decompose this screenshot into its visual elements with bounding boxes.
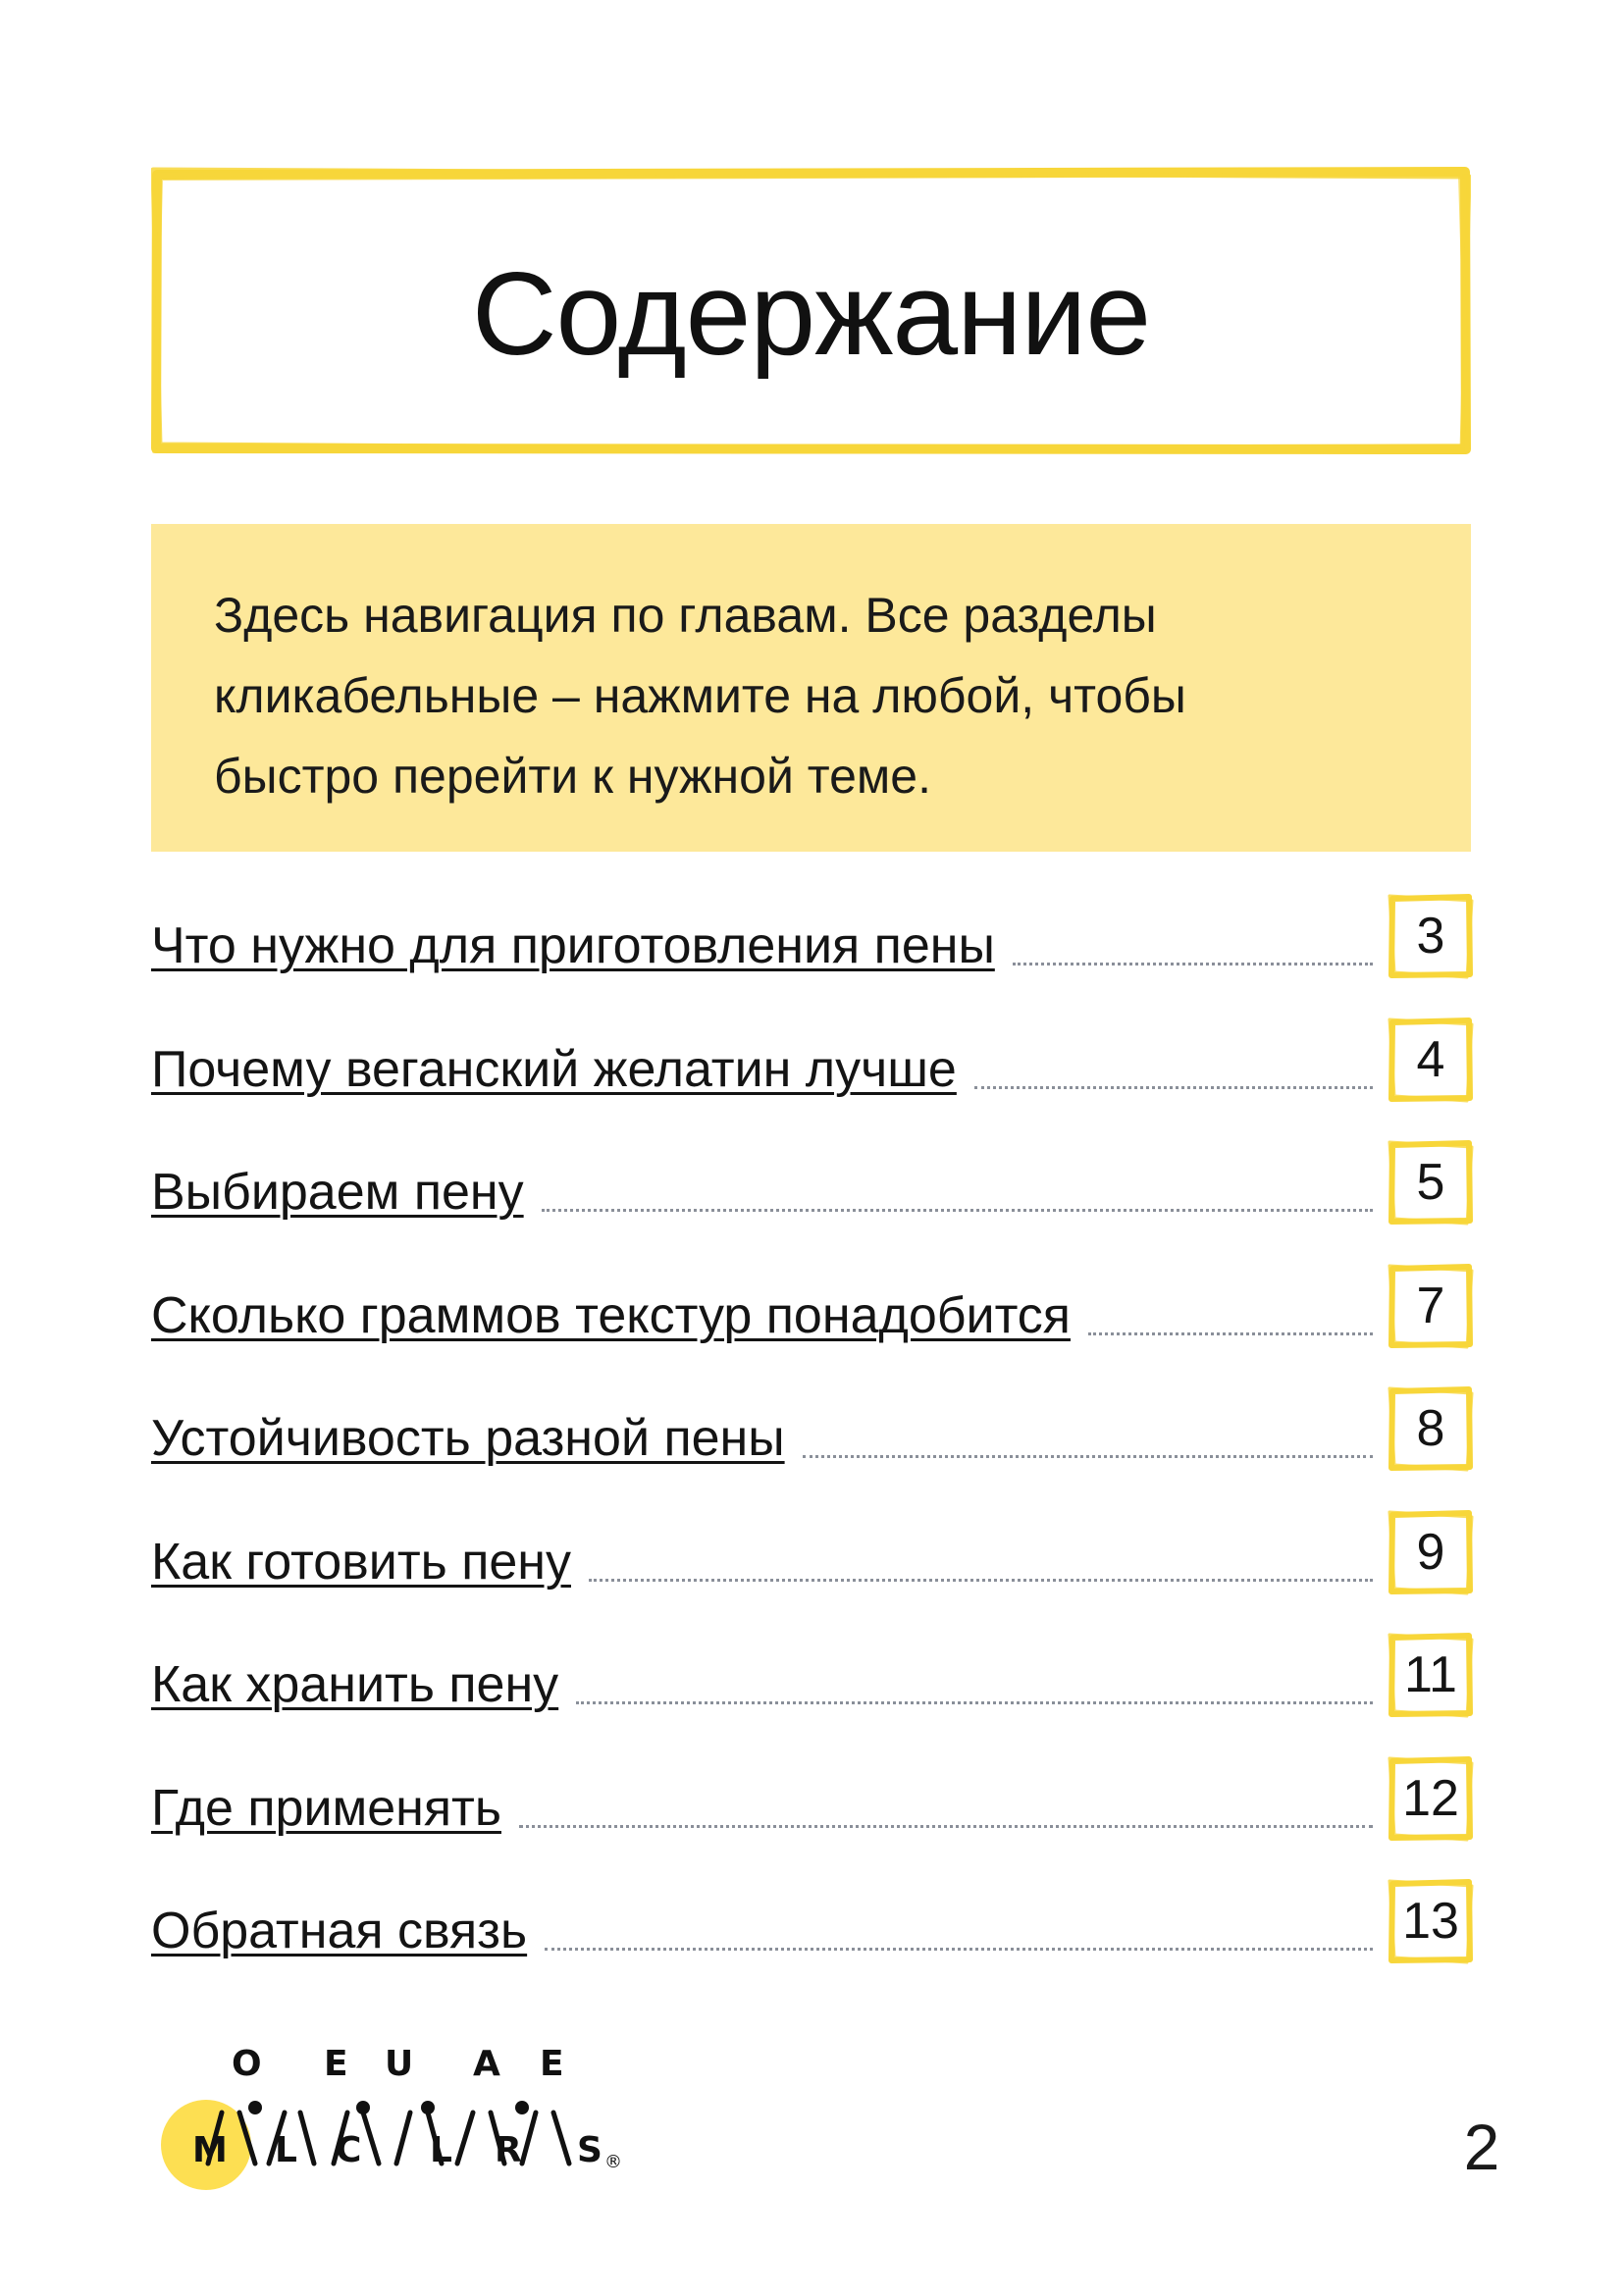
toc-dot-leader — [542, 1209, 1373, 1212]
toc-dot-leader — [589, 1579, 1373, 1582]
toc-dot-leader — [803, 1455, 1373, 1458]
table-of-contents — [151, 888, 1471, 1997]
intro-line: Здесь навигация по главам. Все разделы — [214, 588, 1157, 643]
toc-link[interactable]: Устойчивость разной пены — [151, 1410, 785, 1467]
title-box — [151, 167, 1471, 454]
logo-letter: R — [495, 2130, 522, 2170]
logo-letter: S — [577, 2130, 602, 2170]
logo-letter: C — [336, 2130, 362, 2170]
toc-dot-leader — [519, 1825, 1373, 1828]
toc-page-number: 13 — [1402, 1893, 1459, 1950]
toc-page-number: 12 — [1402, 1769, 1459, 1827]
page-title: Содержание — [471, 247, 1151, 380]
toc-page-number: 8 — [1416, 1400, 1445, 1457]
toc-page-number: 4 — [1416, 1030, 1445, 1088]
logo-letter: E — [540, 2044, 564, 2084]
toc-page-box[interactable] — [1390, 1388, 1471, 1469]
toc-link[interactable]: Как хранить пену — [151, 1656, 559, 1713]
toc-page-box[interactable] — [1390, 1266, 1471, 1346]
toc-page-number: 5 — [1416, 1154, 1445, 1211]
toc-page-box[interactable] — [1390, 1142, 1471, 1223]
toc-link[interactable]: Обратная связь — [151, 1903, 528, 1959]
toc-row[interactable] — [151, 888, 1471, 1012]
logo-letter: M — [192, 2130, 228, 2170]
toc-row[interactable] — [151, 1012, 1471, 1135]
toc-page-box[interactable] — [1390, 1881, 1471, 1961]
toc-dot-leader — [1013, 963, 1373, 965]
toc-dot-leader — [1088, 1332, 1373, 1335]
toc-row[interactable] — [151, 1258, 1471, 1382]
toc-row[interactable] — [151, 1381, 1471, 1504]
intro-line: кликабельные – нажмите на любой, чтобы — [214, 668, 1186, 723]
logo-letter: U — [385, 2044, 414, 2084]
toc-page-box[interactable] — [1390, 1758, 1471, 1839]
toc-row[interactable] — [151, 1627, 1471, 1750]
toc-link[interactable]: Выбираем пену — [151, 1164, 524, 1221]
toc-page-box[interactable] — [1390, 896, 1471, 976]
toc-dot-leader — [576, 1701, 1373, 1704]
toc-row[interactable] — [151, 1750, 1471, 1874]
toc-link[interactable]: Сколько граммов текстур понадобится — [151, 1286, 1071, 1344]
logo-letter: E — [324, 2044, 348, 2084]
logo-letter: A — [473, 2044, 500, 2084]
logo-letter: L — [275, 2130, 297, 2170]
toc-row[interactable] — [151, 1134, 1471, 1258]
intro-note — [151, 524, 1471, 852]
toc-page-number: 3 — [1416, 908, 1445, 965]
registered-mark: ® — [604, 2152, 622, 2172]
logo-letter: L — [430, 2130, 452, 2170]
toc-page-number: 9 — [1416, 1523, 1445, 1581]
toc-page-number: 7 — [1416, 1277, 1445, 1334]
toc-row[interactable] — [151, 1504, 1471, 1628]
brand-logo — [161, 2041, 642, 2198]
toc-page-number: 11 — [1404, 1646, 1457, 1703]
toc-link[interactable]: Как готовить пену — [151, 1533, 571, 1591]
toc-dot-leader — [974, 1086, 1373, 1089]
toc-page-box[interactable] — [1390, 1019, 1471, 1100]
page-number: 2 — [1463, 2111, 1500, 2183]
intro-line: быстро перейти к нужной теме. — [214, 749, 931, 804]
toc-link[interactable]: Почему веганский желатин лучше — [151, 1040, 957, 1098]
toc-page-box[interactable] — [1390, 1635, 1471, 1715]
toc-page-box[interactable] — [1390, 1512, 1471, 1592]
logo-letter: O — [232, 2044, 262, 2084]
toc-link[interactable]: Что нужно для приготовления пены — [151, 917, 995, 974]
toc-link[interactable]: Где применять — [151, 1779, 501, 1837]
toc-row[interactable] — [151, 1873, 1471, 1997]
toc-dot-leader — [545, 1948, 1373, 1951]
